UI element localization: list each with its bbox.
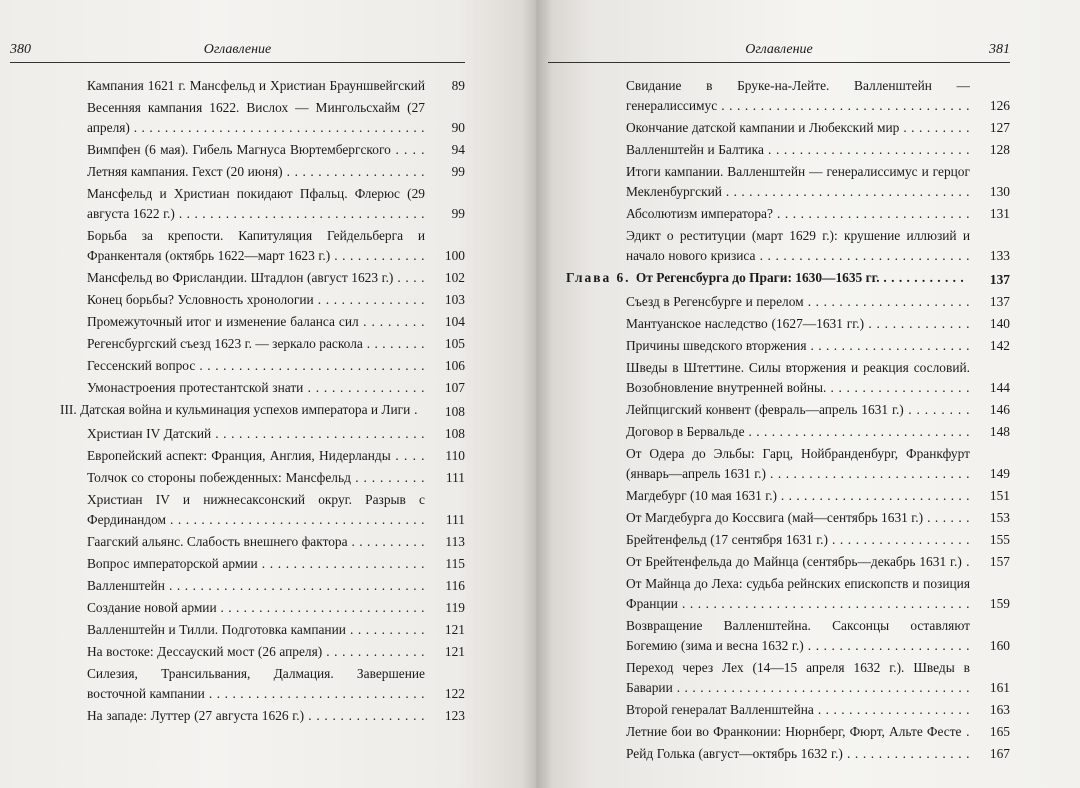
toc-entry-title: Регенсбургский съезд 1623 г. — зеркало раскола . . . [87,334,425,354]
chapter-label: Глава 6. [566,270,636,285]
toc-entry[interactable] [548,314,1010,334]
toc-entry[interactable] [0,490,465,530]
toc-entry[interactable] [548,140,1010,160]
toc-entry-title: От Регенсбурга до Праги: 1630—1635 гг. . . . [566,270,970,290]
toc-page-number: 121 [444,622,465,637]
toc-page-number: 115 [445,556,465,571]
toc-entry[interactable] [548,722,1010,742]
left-toc-list [0,76,465,728]
toc-entry-title: Магдебург (10 мая 1631 г.) . . . [626,486,970,506]
toc-entry[interactable] [0,424,465,444]
toc-page-number: 130 [989,184,1010,199]
toc-entry[interactable] [548,508,1010,528]
toc-page-number: 159 [989,596,1010,611]
toc-entry-title: Христиан IV и нижнесаксонский округ. Разрыв с Фердинандом . . . [87,490,425,530]
toc-entry-title: Вимпфен (6 мая). Гибель Магнуса Вюртембергского . . . [87,140,425,160]
toc-entry-title: Переход через Лех (14—15 апреля 1632 г.). Шведы в Баварии . . . [626,658,970,698]
toc-entry-title: Гессенский вопрос . . . [87,356,425,376]
toc-entry[interactable] [548,226,1010,266]
toc-page-number: 90 [451,120,465,135]
toc-entry[interactable] [0,706,465,726]
toc-entry-title: Гаагский альянс. Слабость внешнего фактора . . . [87,532,425,552]
toc-entry[interactable] [548,292,1010,312]
toc-page-number: 100 [444,248,465,263]
toc-page-number: 131 [989,206,1010,221]
toc-entry[interactable] [0,468,465,488]
toc-entry-title: Валленштейн и Балтика . . . [626,140,970,160]
toc-page-number: 99 [451,206,465,221]
toc-entry[interactable] [0,446,465,466]
toc-entry-title: Свидание в Бруке-на-Лейте. Валленштейн — генералиссимус . . . [626,76,970,116]
toc-entry[interactable] [0,312,465,332]
toc-entry-title: Второй генералат Валленштейна . . . [626,700,970,720]
toc-page-number: 119 [445,600,465,615]
toc-entry[interactable] [548,268,1010,290]
toc-entry[interactable] [0,400,465,422]
toc-entry[interactable] [0,576,465,596]
toc-entry[interactable] [548,400,1010,420]
toc-entry-title: Абсолютизм императора? . . . [626,204,970,224]
toc-entry[interactable] [0,356,465,376]
toc-entry-title: Умонастроения протестантской знати . . . [87,378,425,398]
toc-page-number: 104 [444,314,465,329]
toc-entry-title: Европейский аспект: Франция, Англия, Нидерланды . . . [87,446,425,466]
toc-entry[interactable] [0,642,465,662]
toc-entry-title: Договор в Бервальде . . . [626,422,970,442]
toc-page-number: 107 [444,380,465,395]
toc-entry-title: От Магдебурга до Коссвига (май—сентябрь 1631 г.) . . . [626,508,970,528]
toc-page-number: 137 [989,294,1010,309]
toc-entry-title: Валленштейн . . . [87,576,425,596]
toc-entry-title: Брейтенфельд (17 сентября 1631 г.) . . . [626,530,970,550]
right-head-title: Оглавление [745,42,813,57]
toc-page-number: 99 [451,164,465,179]
part-number: III. [60,402,81,417]
toc-entry-title: Лейпцигский конвент (февраль—апрель 1631 г.) . . . [626,400,970,420]
toc-page-number: 103 [444,292,465,307]
toc-entry-title: Эдикт о реституции (март 1629 г.): крушение иллюзий и начало нового кризиса . . . [626,226,970,266]
toc-entry-title: Окончание датской кампании и Любекский мир . . . [626,118,970,138]
toc-entry[interactable] [548,744,1010,764]
toc-entry-title: Причины шведского вторжения . . . [626,336,970,356]
toc-entry[interactable] [0,290,465,310]
toc-entry-title: Итоги кампании. Валленштейн — генералиссимус и герцог Мекленбургский . . . [626,162,970,202]
toc-entry[interactable] [0,532,465,552]
toc-entry[interactable] [548,118,1010,138]
toc-entry[interactable] [0,334,465,354]
toc-page-number: 111 [445,512,465,527]
left-head-title: Оглавление [203,42,272,57]
toc-entry-title: От Брейтенфельда до Майнца (сентябрь—декабрь 1631 г.) . . . [626,552,970,572]
left-running-head [10,40,465,63]
right-page-number: 381 [989,42,1010,57]
toc-page-number: 108 [444,404,465,419]
toc-page-number: 133 [989,248,1010,263]
toc-entry-title: Вопрос императорской армии . . . [87,554,425,574]
toc-entry[interactable] [548,486,1010,506]
toc-page-number: 116 [445,578,465,593]
toc-page-number: 163 [989,702,1010,717]
toc-page-number: 111 [445,470,465,485]
toc-entry-title: Создание новой армии . . . [87,598,425,618]
toc-entry[interactable] [548,162,1010,202]
toc-page-number: 126 [989,98,1010,113]
toc-page-number: 155 [989,532,1010,547]
toc-page-number: 123 [444,708,465,723]
toc-entry-title: Летняя кампания. Гехст (20 июня) . . . [87,162,425,182]
toc-page-number: 102 [444,270,465,285]
left-page-number: 380 [10,42,31,57]
right-running-head [548,40,1010,63]
toc-entry-title: Мансфельд и Христиан покидают Пфальц. Флерюс (29 августа 1622 г.) . . . [87,184,425,224]
toc-entry-title: Христиан IV Датский . . . [87,424,425,444]
toc-entry-title: Кампания 1621 г. Мансфельд и Христиан Брауншвейгский . . . [87,76,425,96]
toc-entry-title: На западе: Луттер (27 августа 1626 г.) . . . [87,706,425,726]
toc-entry[interactable] [548,76,1010,116]
toc-entry-title: Возвращение Валленштейна. Саксонцы оставляют Богемию (зима и весна 1632 г.) . . . [626,616,970,656]
toc-entry[interactable] [548,444,1010,484]
toc-page-number: 108 [444,426,465,441]
toc-page-number: 161 [989,680,1010,695]
toc-entry[interactable] [0,620,465,640]
toc-page-number: 165 [989,724,1010,739]
toc-page-number: 105 [444,336,465,351]
toc-entry[interactable] [548,422,1010,442]
toc-page-number: 149 [989,466,1010,481]
toc-entry[interactable] [0,554,465,574]
toc-entry-title: Мансфельд во Фрисландии. Штадлон (август 1623 г.) . . . [87,268,425,288]
toc-page-number: 151 [989,488,1010,503]
left-page [0,0,536,788]
toc-entry[interactable] [0,76,465,96]
toc-entry-title: На востоке: Дессауский мост (26 апреля) . . . [87,642,425,662]
toc-entry[interactable] [0,598,465,618]
toc-entry[interactable] [548,552,1010,572]
toc-page-number: 167 [989,746,1010,761]
toc-page-number: 127 [989,120,1010,135]
toc-page-number: 142 [989,338,1010,353]
toc-page-number: 157 [989,554,1010,569]
toc-entry[interactable] [548,574,1010,614]
toc-entry[interactable] [548,658,1010,698]
toc-page-number: 148 [989,424,1010,439]
toc-page-number: 113 [445,534,465,549]
toc-entry[interactable] [0,162,465,182]
toc-entry[interactable] [0,664,465,704]
toc-entry-title: Съезд в Регенсбурге и перелом . . . [626,292,970,312]
toc-entry-title: Валленштейн и Тилли. Подготовка кампании . . . [87,620,425,640]
toc-entry[interactable] [548,616,1010,656]
toc-entry-title: Борьба за крепости. Капитуляция Гейдельберга и Франкенталя (октябрь 1622—март 1623 г.) . . . [87,226,425,266]
toc-entry-title: Летние бои во Франконии: Нюрнберг, Фюрт, Альте Фесте . . . [626,722,970,742]
toc-entry-title: Толчок со стороны побежденных: Мансфельд . . . [87,468,425,488]
toc-page-number: 94 [451,142,465,157]
toc-entry[interactable] [548,700,1010,720]
toc-page-number: 89 [451,78,465,93]
toc-entry[interactable] [0,378,465,398]
toc-entry[interactable] [548,530,1010,550]
toc-entry-title: Силезия, Трансильвания, Далмация. Завершение восточной кампании . . . [87,664,425,704]
toc-entry-title: Рейд Голька (август—октябрь 1632 г.) . . . [626,744,970,764]
toc-page-number: 140 [989,316,1010,331]
toc-entry-title: Мантуанское наследство (1627—1631 гг.) . . . [626,314,970,334]
toc-entry[interactable] [548,204,1010,224]
toc-entry[interactable] [0,140,465,160]
toc-entry-title: Конец борьбы? Условность хронологии . . . [87,290,425,310]
toc-entry[interactable] [548,336,1010,356]
toc-page-number: 160 [989,638,1010,653]
toc-page-number: 128 [989,142,1010,157]
toc-entry-title: Весенняя кампания 1622. Вислох — Мингольсхайм (27 апреля) . . . [87,98,425,138]
right-page [536,0,1080,788]
toc-entry-title: Шведы в Штеттине. Силы вторжения и реакция сословий. Возобновление внутренней войны. . . . [626,358,970,398]
toc-entry[interactable] [0,226,465,266]
toc-entry-title: Промежуточный итог и изменение баланса сил . . . [87,312,425,332]
toc-page-number: 106 [444,358,465,373]
toc-page-number: 144 [989,380,1010,395]
toc-entry-title: От Майнца до Леха: судьба рейнских епископств и позиция Франции . . . [626,574,970,614]
toc-page-number: 121 [444,644,465,659]
right-toc-list [548,76,1010,766]
toc-entry-title: От Одера до Эльбы: Гарц, Нойбранденбург, Франкфурт (январь—апрель 1631 г.) . . . [626,444,970,484]
toc-entry[interactable] [0,184,465,224]
toc-entry[interactable] [0,268,465,288]
toc-entry[interactable] [548,358,1010,398]
toc-page-number: 110 [445,448,465,463]
toc-entry-title: Датская война и кульминация успехов императора и Лиги . . . [60,402,418,422]
toc-page-number: 122 [444,686,465,701]
toc-page-number: 153 [989,510,1010,525]
toc-page-number: 137 [989,272,1010,287]
toc-entry[interactable] [0,98,465,138]
toc-page-number: 146 [989,402,1010,417]
